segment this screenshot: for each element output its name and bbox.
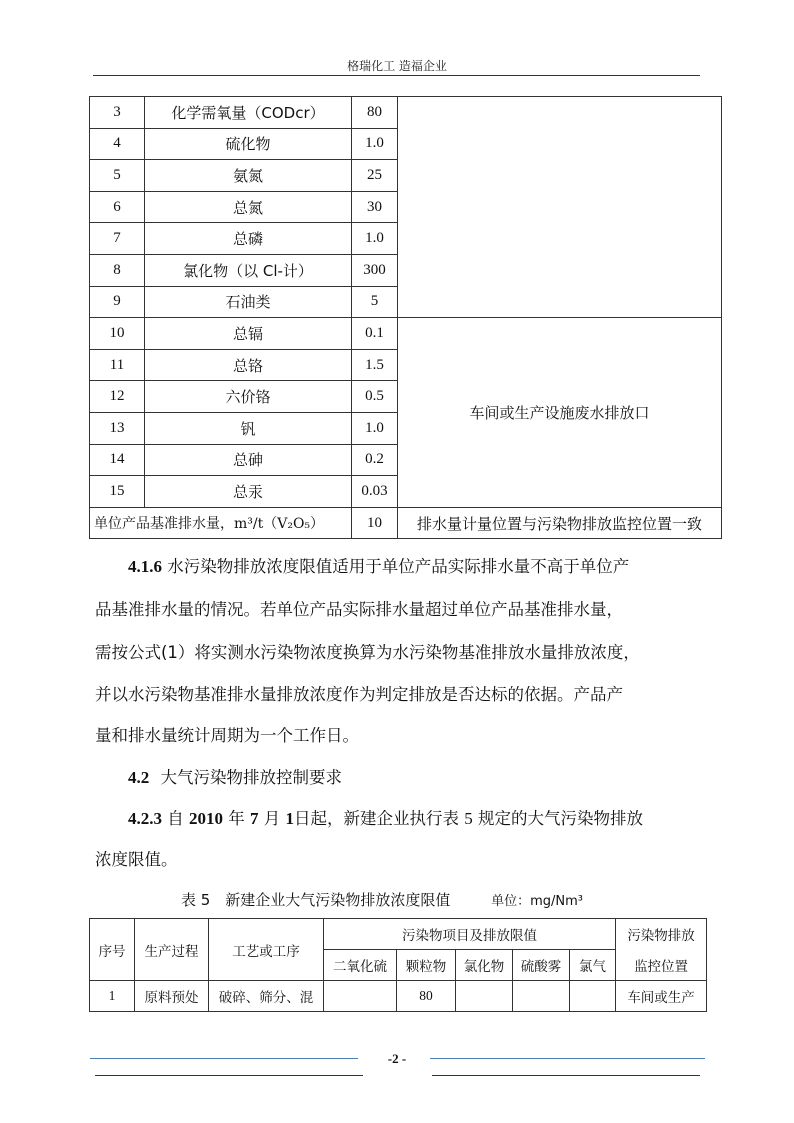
row-process: 原料预处	[135, 981, 209, 1012]
limit-value: 1.0	[352, 223, 398, 255]
section-number: 4.2.3	[128, 809, 162, 828]
day: 1	[285, 809, 294, 828]
text: 规定的大气污染物排放	[478, 809, 643, 828]
row-chloride	[456, 981, 513, 1012]
page-header-title: 格瑞化工 造福企业	[347, 59, 447, 73]
paragraph-line: 需按公式(1）将实测水污染物浓度换算为水污染物基准排放水量排放浓度，	[95, 643, 640, 662]
text: 月	[263, 809, 281, 828]
pollutant-item: 氯化物（以 Cl-计）	[145, 254, 352, 286]
pollutant-item: 总磷	[145, 223, 352, 255]
limit-value: 300	[352, 254, 398, 286]
section-number: 4.2	[128, 768, 150, 787]
section-4-2-heading	[128, 764, 342, 788]
limit-value: 1.0	[352, 412, 398, 444]
section-number: 4.1.6	[128, 557, 162, 576]
row-sulfuric-mist	[513, 981, 570, 1012]
air-pollutant-table	[89, 918, 707, 1012]
header-chlorine: 氯气	[570, 950, 616, 981]
row-number: 11	[90, 349, 145, 381]
row-number: 14	[90, 444, 145, 476]
row-number: 4	[90, 128, 145, 160]
row-number: 13	[90, 412, 145, 444]
table-row	[90, 318, 722, 350]
row-number: 3	[90, 97, 145, 129]
row-so2	[324, 981, 397, 1012]
row-number: 15	[90, 476, 145, 508]
table-row	[90, 97, 722, 129]
row-number: 7	[90, 223, 145, 255]
limit-value: 0.03	[352, 476, 398, 508]
limit-value: 1.5	[352, 349, 398, 381]
header-pollutants: 污染物项目及排放限值	[324, 919, 616, 950]
paragraph-line: 并以水污染物基准排水量排放浓度作为判定排放是否达标的依据。产品产	[95, 685, 623, 704]
header-sulfuric-mist: 硫酸雾	[513, 950, 570, 981]
baseline-label: 单位产品基准排水量，m³/t（V₂O₅）	[90, 507, 352, 539]
header-divider	[93, 75, 700, 76]
pollutant-item: 石油类	[145, 286, 352, 318]
section-4-1-6	[95, 553, 705, 577]
water-pollutant-table	[89, 96, 722, 539]
row-pm: 80	[397, 981, 456, 1012]
limit-value: 0.2	[352, 444, 398, 476]
baseline-location: 排水量计量位置与污染物排放监控位置一致	[398, 507, 722, 539]
monitor-location-group-1	[398, 97, 722, 318]
header-no: 序号	[90, 919, 135, 981]
monitor-location-group-2: 车间或生产设施废水排放口	[398, 318, 722, 508]
pollutant-item: 总砷	[145, 444, 352, 476]
paragraph-line: 品基准排水量的情况。若单位产品实际排水量超过单位产品基准排水量，	[95, 600, 623, 619]
row-number: 10	[90, 318, 145, 350]
header-pm: 颗粒物	[397, 950, 456, 981]
footer-rule-left	[95, 1075, 363, 1076]
footer-divider-right	[430, 1058, 705, 1059]
row-number: 5	[90, 160, 145, 192]
row-no: 1	[90, 981, 135, 1012]
text: 日起，新建企业执行表	[294, 809, 459, 828]
text: 年	[228, 809, 245, 828]
page-number: -2 -	[387, 1051, 407, 1066]
text: 自	[167, 809, 184, 828]
row-number: 6	[90, 191, 145, 223]
month: 7	[250, 809, 259, 828]
section-title: 大气污染物排放控制要求	[160, 768, 342, 787]
pollutant-item: 六价铬	[145, 381, 352, 413]
paragraph-line: 水污染物排放浓度限值适用于单位产品实际排水量不高于单位产	[167, 557, 630, 576]
row-chlorine	[570, 981, 616, 1012]
row-monitor: 车间或生产	[616, 981, 707, 1012]
limit-value: 25	[352, 160, 398, 192]
row-number: 8	[90, 254, 145, 286]
limit-value: 5	[352, 286, 398, 318]
pollutant-item: 硫化物	[145, 128, 352, 160]
row-number: 12	[90, 381, 145, 413]
pollutant-item: 化学需氧量（CODcr）	[145, 97, 352, 129]
header-craft: 工艺或工序	[209, 919, 324, 981]
row-craft: 破碎、筛分、混	[209, 981, 324, 1012]
limit-value: 1.0	[352, 128, 398, 160]
paragraph-line: 量和排水量统计周期为一个工作日。	[95, 726, 359, 745]
pollutant-item: 总氮	[145, 191, 352, 223]
header-monitor-1: 污染物排放	[616, 919, 707, 950]
limit-value: 0.1	[352, 318, 398, 350]
pollutant-item: 氨氮	[145, 160, 352, 192]
row-number: 9	[90, 286, 145, 318]
baseline-value: 10	[352, 507, 398, 539]
header-monitor-2: 监控位置	[616, 950, 707, 981]
pollutant-item: 钒	[145, 412, 352, 444]
section-4-2-3	[128, 805, 643, 829]
footer-rule-right	[432, 1075, 700, 1076]
pollutant-item: 总汞	[145, 476, 352, 508]
limit-value: 80	[352, 97, 398, 129]
pollutant-item: 总镉	[145, 318, 352, 350]
limit-value: 30	[352, 191, 398, 223]
header-chloride: 氯化物	[456, 950, 513, 981]
paragraph-line: 浓度限值。	[95, 850, 178, 869]
header-so2: 二氧化硫	[324, 950, 397, 981]
table-number: 5	[464, 809, 473, 828]
caption-unit: 单位：mg/Nm³	[491, 894, 584, 909]
caption-title: 表 5 新建企业大气污染物排放浓度限值	[181, 891, 451, 909]
header-process: 生产过程	[135, 919, 209, 981]
year: 2010	[189, 809, 223, 828]
table-5-caption	[181, 889, 583, 910]
limit-value: 0.5	[352, 381, 398, 413]
pollutant-item: 总铬	[145, 349, 352, 381]
table-row-baseline	[90, 507, 722, 539]
